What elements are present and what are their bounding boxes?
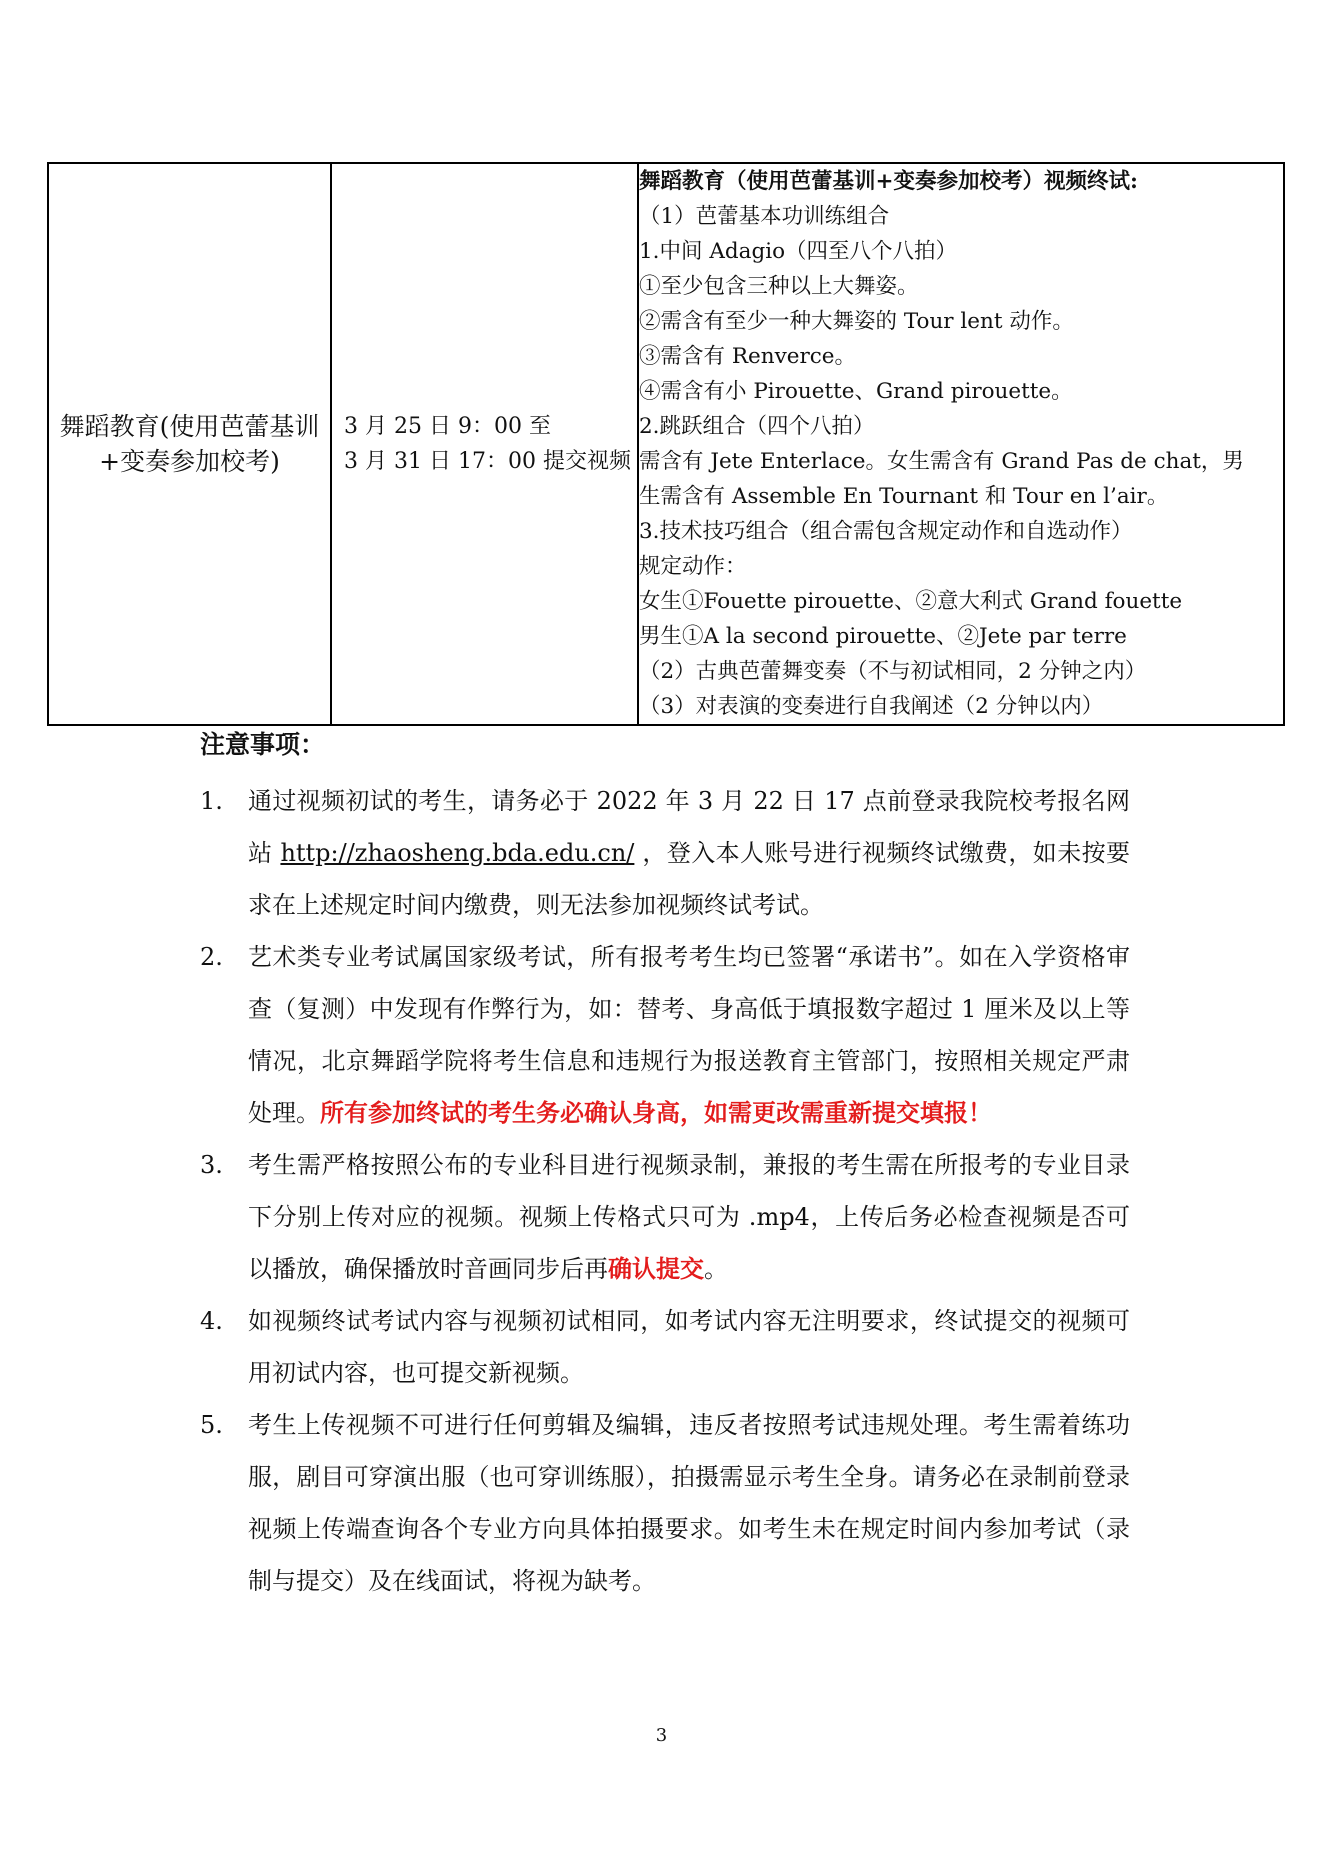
time-line-2: 3 月 31 日 17：00 提交视频 — [344, 449, 631, 474]
item-text: 如视频终试考试内容与视频初试相同，如考试内容无注明要求，终试提交的视频可用初试内容，也可提交新视频。 — [248, 1307, 1130, 1387]
requirement-line: 规定动作： — [639, 554, 747, 579]
requirements-cell — [638, 163, 1284, 725]
notes-title: 注意事项： — [200, 730, 326, 759]
page-number: 3 — [655, 1725, 668, 1746]
list-item — [200, 1399, 1130, 1607]
list-item — [200, 931, 1130, 1139]
requirements-heading: 舞蹈教育（使用芭蕾基训+变奏参加校考）视频终试: — [639, 169, 1138, 194]
highlight-text: 所有参加终试的考生务必确认身高，如需更改需重新提交填报！ — [320, 1098, 992, 1127]
item-text — [248, 931, 1130, 1139]
requirement-line: （3）对表演的变奏进行自我阐述（2 分钟以内） — [639, 694, 1104, 719]
item-text — [248, 775, 1130, 931]
list-item — [200, 775, 1130, 931]
time-line-1: 3 月 25 日 9：00 至 — [344, 414, 551, 439]
requirement-line: 需含有 Jete Enterlace。女生需含有 Grand Pas de chat，男 — [639, 449, 1244, 474]
highlight-text: 确认提交 — [608, 1254, 704, 1283]
requirement-line: （2）古典芭蕾舞变奏（不与初试相同，2 分钟之内） — [639, 659, 1147, 684]
item-text-part: ，登入本人账号进行视频终试缴费，如未按要求在上述规定时间内缴费，则无法参加视频终试考试。 — [248, 839, 1130, 919]
item-text-part: 。 — [704, 1255, 728, 1283]
item-text-part: 艺术类专业考试属国家级考试，所有报考考生均已签署“承诺书”。如在入学资格审查（复测）中发现有作弊行为，如：替考、身高低于填报数字超过 1 厘米及以上等情况，北京舞蹈学院将考生信息和违规行为报送教育主管部门，按照相关规定严肃处理。 — [248, 943, 1130, 1127]
item-number: 3. — [200, 1151, 223, 1179]
requirement-line: ②需含有至少一种大舞姿的 Tour lent 动作。 — [639, 309, 1074, 334]
requirement-line: 3.技术技巧组合（组合需包含规定动作和自选动作） — [639, 519, 1133, 544]
item-number: 5. — [200, 1411, 223, 1439]
requirement-line: ④需含有小 Pirouette、Grand pirouette。 — [639, 379, 1073, 404]
item-number: 2. — [200, 943, 223, 971]
exam-table — [47, 162, 1285, 726]
notes-list — [200, 775, 1130, 1607]
list-item — [200, 1295, 1130, 1399]
requirement-line: 女生①Fouette pirouette、②意大利式 Grand fouette — [639, 589, 1183, 614]
item-text-part: 通过视频初试的考生，请务必于 2022 年 3 月 22 日 17 点前登录我院校考报名网站 — [248, 787, 1130, 867]
item-text — [248, 1139, 1130, 1295]
registration-link[interactable]: http://zhaosheng.bda.edu.cn/ — [280, 839, 635, 867]
list-item — [200, 1139, 1130, 1295]
item-text-part: 考生需严格按照公布的专业科目进行视频录制，兼报的考生需在所报考的专业目录下分别上传对应的视频。视频上传格式只可为 .mp4，上传后务必检查视频是否可以播放，确保播放时音画同步后再 — [248, 1151, 1130, 1283]
requirement-line: ③需含有 Renverce。 — [639, 344, 857, 369]
subject-name: 舞蹈教育(使用芭蕾基训+变奏参加校考) — [59, 412, 320, 476]
requirement-line: 生需含有 Assemble En Tournant 和 Tour en l’air。 — [639, 484, 1169, 509]
time-cell — [331, 163, 638, 725]
requirement-line: 男生①A la second pirouette、②Jete par terre — [639, 624, 1127, 649]
table-row — [48, 163, 1284, 725]
requirement-line: ①至少包含三种以上大舞姿。 — [639, 274, 919, 299]
requirement-line: 2.跳跃组合（四个八拍） — [639, 414, 875, 439]
item-text: 考生上传视频不可进行任何剪辑及编辑，违反者按照考试违规处理。考生需着练功服，剧目可穿演出服（也可穿训练服），拍摄需显示考生全身。请务必在录制前登录视频上传端查询各个专业方向具体拍摄要求。如考生未在规定时间内参加考试（录制与提交）及在线面试，将视为缺考。 — [248, 1411, 1130, 1595]
item-number: 4. — [200, 1307, 223, 1335]
subject-cell — [48, 163, 331, 725]
requirement-line: （1）芭蕾基本功训练组合 — [639, 204, 890, 229]
item-number: 1. — [200, 787, 223, 815]
requirement-line: 1.中间 Adagio（四至八个八拍） — [639, 239, 958, 264]
